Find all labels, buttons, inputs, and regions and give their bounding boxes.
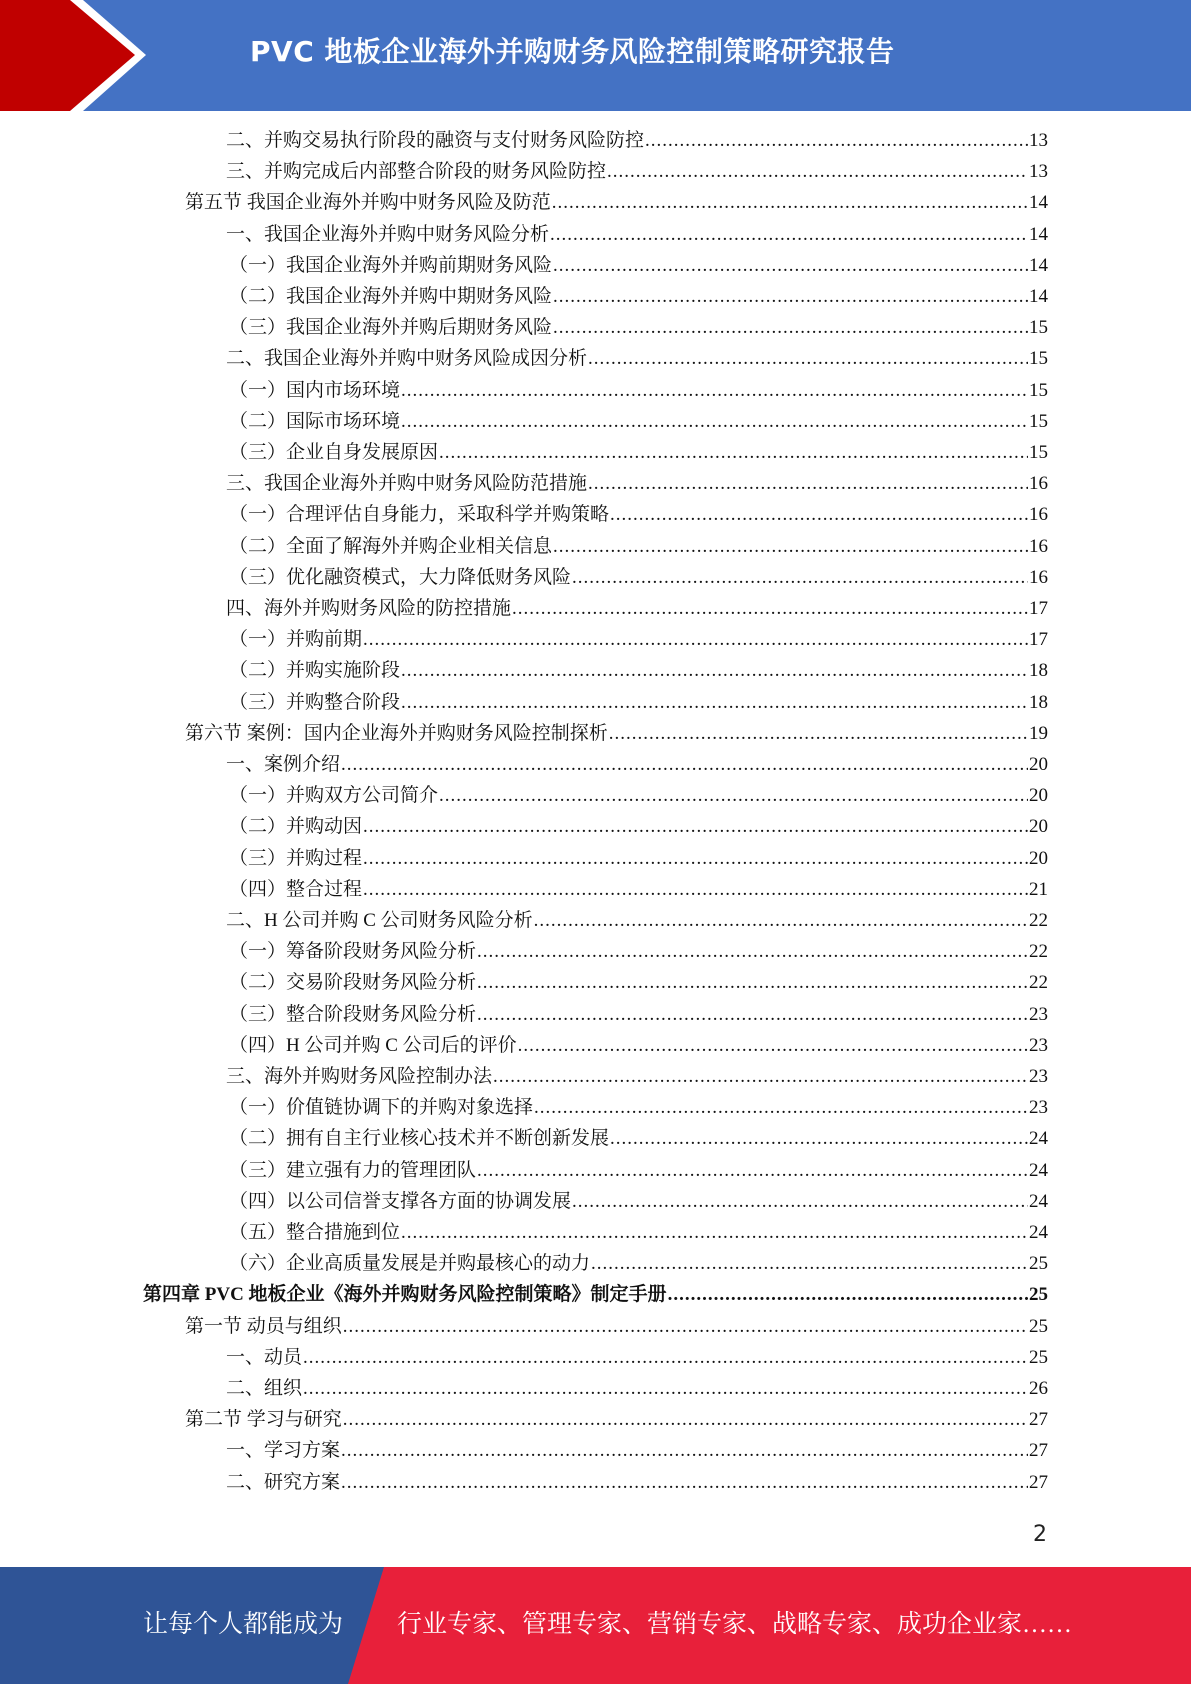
toc-entry-title: 一、我国企业海外并购中财务风险分析	[226, 224, 550, 245]
toc-entry-page: 27	[1029, 1472, 1048, 1493]
toc-dot-leader	[607, 158, 1028, 186]
toc-dot-leader	[363, 813, 1028, 841]
toc-entry[interactable]	[229, 845, 1048, 873]
toc-dot-leader	[343, 1313, 1028, 1341]
toc-dot-leader	[610, 501, 1028, 529]
toc-entry-title: （二）并购实施阶段	[229, 660, 401, 681]
toc-dot-leader	[401, 1219, 1028, 1247]
toc-entry-page: 20	[1029, 816, 1048, 837]
toc-entry[interactable]	[226, 1437, 1048, 1465]
toc-entry[interactable]	[229, 377, 1048, 405]
toc-entry[interactable]	[229, 314, 1048, 342]
page-number: 2	[1033, 1522, 1047, 1547]
toc-dot-leader	[572, 564, 1028, 592]
toc-dot-leader	[572, 1188, 1028, 1216]
toc-section-entry[interactable]	[185, 720, 1048, 748]
toc-entry-title: （三）企业自身发展原因	[229, 442, 439, 463]
toc-entry[interactable]	[226, 907, 1048, 935]
toc-entry-page: 17	[1029, 629, 1048, 650]
toc-entry-title: 第五节 我国企业海外并购中财务风险及防范	[185, 192, 551, 213]
toc-entry-page: 25	[1029, 1253, 1048, 1274]
toc-dot-leader	[609, 720, 1028, 748]
toc-dot-leader	[341, 751, 1028, 779]
toc-dot-leader	[553, 533, 1028, 561]
toc-entry-title: 第六节 案例：国内企业海外并购财务风险控制探析	[185, 723, 608, 744]
toc-dot-leader	[303, 1344, 1028, 1372]
toc-section-entry[interactable]	[185, 1406, 1048, 1434]
toc-entry[interactable]	[229, 533, 1048, 561]
toc-entry-title: （二）我国企业海外并购中期财务风险	[229, 286, 553, 307]
toc-entry[interactable]	[229, 1157, 1048, 1185]
toc-entry[interactable]	[226, 158, 1048, 186]
toc-entry-title: 四、海外并购财务风险的防控措施	[226, 598, 512, 619]
toc-entry-page: 18	[1029, 692, 1048, 713]
toc-entry-title: （一）合理评估自身能力，采取科学并购策略	[229, 504, 610, 525]
footer-slogan-left: 让每个人都能成为	[143, 1611, 344, 1638]
toc-entry[interactable]	[226, 1344, 1048, 1372]
toc-entry-page: 15	[1029, 348, 1048, 369]
toc-entry[interactable]	[229, 1032, 1048, 1060]
toc-entry[interactable]	[229, 657, 1048, 685]
toc-entry-page: 22	[1029, 910, 1048, 931]
toc-entry[interactable]	[229, 1001, 1048, 1029]
toc-entry-title: （三）并购过程	[229, 848, 363, 869]
toc-entry-title: （二）全面了解海外并购企业相关信息	[229, 536, 553, 557]
toc-entry-page: 15	[1029, 380, 1048, 401]
toc-chapter-entry[interactable]	[143, 1281, 1048, 1309]
toc-entry-page: 22	[1029, 972, 1048, 993]
toc-entry-page: 24	[1029, 1160, 1048, 1181]
toc-entry-title: 三、海外并购财务风险控制办法	[226, 1066, 493, 1087]
toc-entry[interactable]	[229, 252, 1048, 280]
toc-dot-leader	[588, 470, 1028, 498]
toc-entry-page: 15	[1029, 317, 1048, 338]
toc-entry-page: 25	[1029, 1347, 1048, 1368]
toc-entry-page: 23	[1029, 1097, 1048, 1118]
toc-dot-leader	[550, 221, 1028, 249]
toc-entry-title: 一、学习方案	[226, 1440, 341, 1461]
toc-dot-leader	[588, 345, 1028, 373]
toc-entry-page: 25	[1029, 1284, 1048, 1305]
toc-entry[interactable]	[226, 751, 1048, 779]
toc-entry-page: 24	[1029, 1222, 1048, 1243]
toc-dot-leader	[363, 626, 1028, 654]
toc-entry-title: （一）价值链协调下的并购对象选择	[229, 1097, 534, 1118]
toc-entry-title: 一、案例介绍	[226, 754, 341, 775]
toc-entry-title: （二）国际市场环境	[229, 411, 401, 432]
toc-entry[interactable]	[229, 1219, 1048, 1247]
toc-entry-title: 第四章 PVC 地板企业《海外并购财务风险控制策略》制定手册	[143, 1284, 667, 1305]
toc-entry[interactable]	[229, 938, 1048, 966]
toc-dot-leader	[477, 969, 1028, 997]
toc-entry[interactable]	[229, 1250, 1048, 1278]
toc-dot-leader	[534, 907, 1028, 935]
toc-dot-leader	[341, 1469, 1028, 1497]
toc-dot-leader	[518, 1032, 1028, 1060]
toc-dot-leader	[363, 876, 1028, 904]
toc-dot-leader	[363, 845, 1028, 873]
toc-entry[interactable]	[229, 689, 1048, 717]
toc-dot-leader	[341, 1437, 1028, 1465]
toc-entry[interactable]	[229, 439, 1048, 467]
toc-entry-title: （二）并购动因	[229, 816, 363, 837]
toc-dot-leader	[477, 938, 1028, 966]
toc-entry-page: 23	[1029, 1004, 1048, 1025]
toc-entry-title: （六）企业高质量发展是并购最核心的动力	[229, 1253, 591, 1274]
toc-dot-leader	[439, 782, 1028, 810]
toc-entry[interactable]	[229, 564, 1048, 592]
toc-entry[interactable]	[226, 1375, 1048, 1403]
toc-dot-leader	[553, 314, 1028, 342]
toc-entry[interactable]	[229, 782, 1048, 810]
toc-entry[interactable]	[226, 127, 1048, 155]
toc-entry[interactable]	[229, 1094, 1048, 1122]
toc-entry-page: 14	[1029, 224, 1048, 245]
toc-entry-title: （一）并购双方公司简介	[229, 785, 439, 806]
toc-entry[interactable]	[226, 470, 1048, 498]
toc-entry-page: 13	[1029, 161, 1048, 182]
toc-entry-page: 17	[1029, 598, 1048, 619]
toc-entry-page: 23	[1029, 1066, 1048, 1087]
page-header	[0, 0, 1191, 111]
page-footer	[0, 1567, 1191, 1684]
toc-entry-page: 16	[1029, 473, 1048, 494]
toc-dot-leader	[552, 189, 1028, 217]
toc-entry[interactable]	[229, 876, 1048, 904]
toc-entry-title: （三）我国企业海外并购后期财务风险	[229, 317, 553, 338]
toc-entry[interactable]	[226, 1063, 1048, 1091]
toc-entry[interactable]	[229, 283, 1048, 311]
toc-entry-page: 27	[1029, 1409, 1048, 1430]
toc-entry[interactable]	[229, 501, 1048, 529]
toc-entry-page: 20	[1029, 848, 1048, 869]
toc-entry-page: 20	[1029, 754, 1048, 775]
toc-dot-leader	[610, 1125, 1028, 1153]
toc-dot-leader	[401, 657, 1028, 685]
toc-entry-title: 二、组织	[226, 1378, 303, 1399]
toc-dot-leader	[493, 1063, 1028, 1091]
toc-entry-title: （三）并购整合阶段	[229, 692, 401, 713]
toc-entry-page: 15	[1029, 442, 1048, 463]
toc-dot-leader	[553, 283, 1028, 311]
toc-entry-page: 22	[1029, 941, 1048, 962]
toc-entry-page: 13	[1029, 130, 1048, 151]
toc-entry-page: 16	[1029, 504, 1048, 525]
toc-entry-title: 二、并购交易执行阶段的融资与支付财务风险防控	[226, 130, 645, 151]
toc-entry[interactable]	[229, 1188, 1048, 1216]
toc-entry[interactable]	[229, 408, 1048, 436]
toc-dot-leader	[303, 1375, 1028, 1403]
toc-entry-page: 15	[1029, 411, 1048, 432]
toc-section-entry[interactable]	[185, 189, 1048, 217]
toc-entry-title: （一）我国企业海外并购前期财务风险	[229, 255, 553, 276]
toc-entry[interactable]	[229, 813, 1048, 841]
toc-entry[interactable]	[226, 1469, 1048, 1497]
toc-entry-title: 第一节 动员与组织	[185, 1316, 342, 1337]
toc-entry-page: 25	[1029, 1316, 1048, 1337]
toc-entry-page: 19	[1029, 723, 1048, 744]
toc-dot-leader	[477, 1157, 1028, 1185]
toc-entry-page: 14	[1029, 255, 1048, 276]
toc-entry[interactable]	[226, 595, 1048, 623]
toc-entry-title: 一、动员	[226, 1347, 303, 1368]
toc-entry-title: 二、我国企业海外并购中财务风险成因分析	[226, 348, 588, 369]
toc-dot-leader	[401, 689, 1028, 717]
toc-entry-page: 16	[1029, 536, 1048, 557]
toc-entry-title: （四）整合过程	[229, 879, 363, 900]
toc-entry-title: （二）拥有自主行业核心技术并不断创新发展	[229, 1128, 610, 1149]
toc-entry-title: 三、并购完成后内部整合阶段的财务风险防控	[226, 161, 607, 182]
toc-dot-leader	[591, 1250, 1028, 1278]
toc-entry[interactable]	[229, 969, 1048, 997]
toc-entry-page: 27	[1029, 1440, 1048, 1461]
toc-entry-page: 21	[1029, 879, 1048, 900]
toc-entry-title: （一）国内市场环境	[229, 380, 401, 401]
toc-entry[interactable]	[229, 1125, 1048, 1153]
toc-entry-page: 24	[1029, 1128, 1048, 1149]
toc-entry-page: 23	[1029, 1035, 1048, 1056]
toc-entry-page: 14	[1029, 192, 1048, 213]
toc-entry-title: 三、我国企业海外并购中财务风险防范措施	[226, 473, 588, 494]
toc-entry-page: 26	[1029, 1378, 1048, 1399]
toc-section-entry[interactable]	[185, 1313, 1048, 1341]
report-title: PVC 地板企业海外并购财务风险控制策略研究报告	[250, 35, 895, 68]
toc-entry-title: （四）H 公司并购 C 公司后的评价	[229, 1035, 517, 1056]
toc-entry[interactable]	[226, 345, 1048, 373]
toc-entry[interactable]	[226, 221, 1048, 249]
toc-dot-leader	[534, 1094, 1028, 1122]
toc-dot-leader	[343, 1406, 1028, 1434]
toc-entry-title: （二）交易阶段财务风险分析	[229, 972, 477, 993]
toc-entry-title: （一）并购前期	[229, 629, 363, 650]
toc-entry-title: （四）以公司信誉支撑各方面的协调发展	[229, 1191, 572, 1212]
toc-entry-title: 二、研究方案	[226, 1472, 341, 1493]
toc-dot-leader	[668, 1281, 1028, 1309]
footer-slogan-right: 行业专家、管理专家、营销专家、战略专家、成功企业家……	[397, 1611, 1073, 1638]
toc-entry-page: 16	[1029, 567, 1048, 588]
toc-dot-leader	[477, 1001, 1028, 1029]
toc-dot-leader	[401, 377, 1028, 405]
toc-entry-title: （三）优化融资模式，大力降低财务风险	[229, 567, 572, 588]
toc-dot-leader	[439, 439, 1028, 467]
toc-dot-leader	[645, 127, 1028, 155]
toc-entry-title: （一）筹备阶段财务风险分析	[229, 941, 477, 962]
toc-dot-leader	[512, 595, 1028, 623]
toc-entry-title: （三）建立强有力的管理团队	[229, 1160, 477, 1181]
toc-entry-page: 24	[1029, 1191, 1048, 1212]
toc-entry[interactable]	[229, 626, 1048, 654]
toc-entry-page: 18	[1029, 660, 1048, 681]
toc-entry-title: 第二节 学习与研究	[185, 1409, 342, 1430]
toc-dot-leader	[401, 408, 1028, 436]
toc-entry-title: 二、H 公司并购 C 公司财务风险分析	[226, 910, 533, 931]
toc-entry-title: （三）整合阶段财务风险分析	[229, 1004, 477, 1025]
toc-dot-leader	[553, 252, 1028, 280]
toc-entry-page: 20	[1029, 785, 1048, 806]
toc-entry-page: 14	[1029, 286, 1048, 307]
toc-entry-title: （五）整合措施到位	[229, 1222, 401, 1243]
